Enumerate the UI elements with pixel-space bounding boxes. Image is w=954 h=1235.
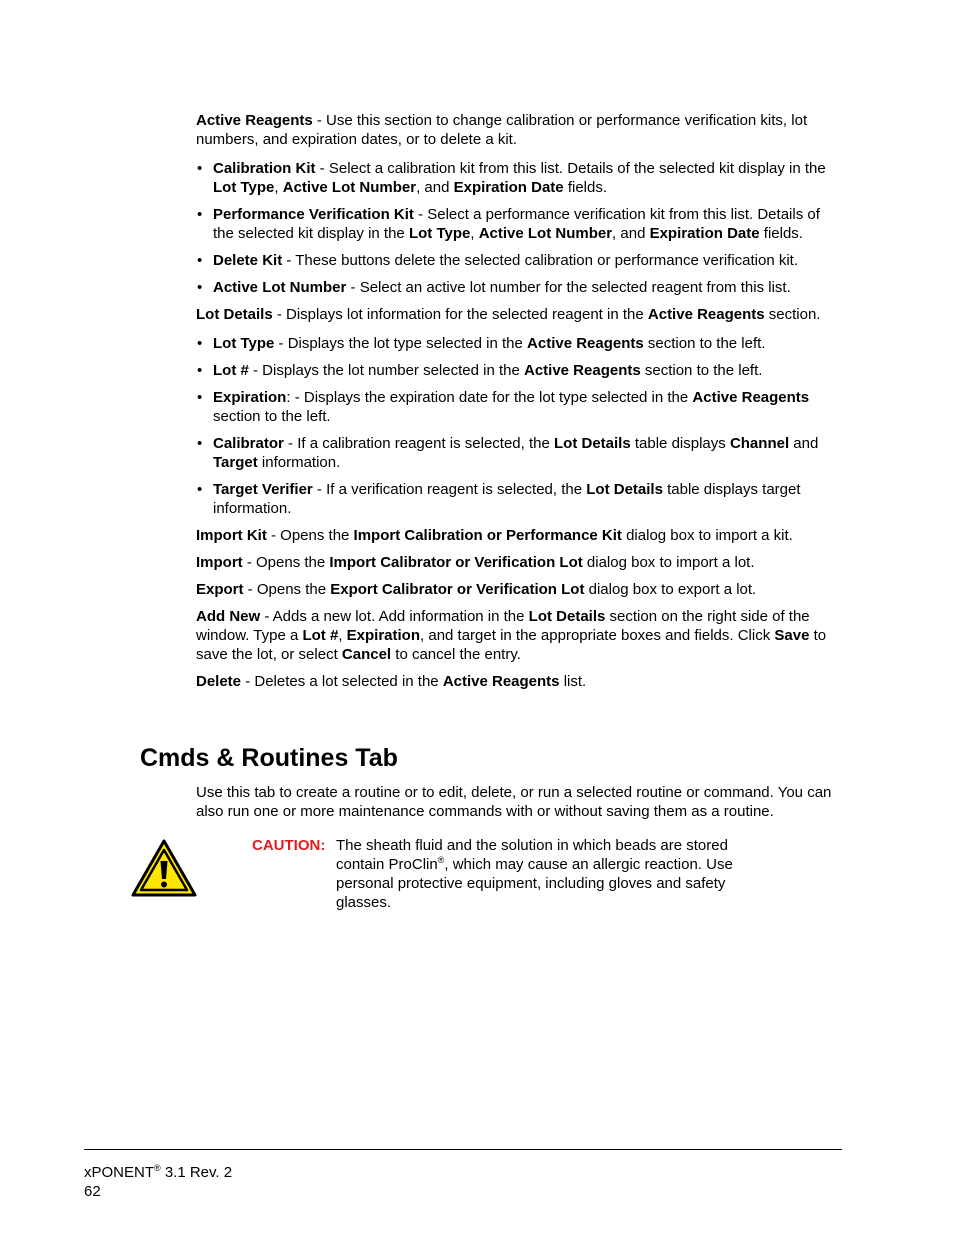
- bullet: •: [197, 279, 203, 296]
- list-item: • Lot Type - Displays the lot type selected in the Active Reagents section to the left.: [197, 335, 766, 352]
- list-item: • Expiration: - Displays the expiration date for the lot type selected in the Active Reagents section to the left.: [197, 389, 810, 425]
- bullet: •: [197, 160, 203, 177]
- add-new-paragraph: Add New - Adds a new lot. Add information in the Lot Details section on the right side of the window. Type a Lot #, Expiration, and target in the appropriate boxes and fields. Click Save to save the lot, or select Cancel to cancel the entry.: [196, 608, 827, 663]
- bullet: •: [197, 362, 203, 379]
- lot-details-list: [196, 334, 838, 518]
- list-item: • Delete Kit - These buttons delete the selected calibration or performance verification kit.: [197, 252, 799, 269]
- product-version: xPONENT® 3.1 Rev. 2: [84, 1163, 233, 1181]
- section-heading: Cmds & Routines Tab: [140, 744, 398, 772]
- import-paragraph: Import - Opens the Import Calibrator or Verification Lot dialog box to import a lot.: [196, 554, 755, 571]
- bullet: •: [197, 389, 203, 406]
- active-reagents-list: [196, 159, 838, 297]
- list-item: • Lot # - Displays the lot number selected in the Active Reagents section to the left.: [197, 362, 763, 379]
- bullet: •: [197, 206, 203, 223]
- document-body: [196, 111, 838, 699]
- lot-details-paragraph: Lot Details - Displays lot information for the selected reagent in the Active Reagents section.: [196, 306, 821, 323]
- page-footer: [84, 1163, 232, 1201]
- bullet: •: [197, 335, 203, 352]
- footer-divider: [84, 1149, 842, 1150]
- caution-label: CAUTION:: [252, 837, 326, 854]
- import-kit-paragraph: Import Kit - Opens the Import Calibration or Performance Kit dialog box to import a kit.: [196, 527, 793, 544]
- bullet: •: [197, 435, 203, 452]
- caution-text: The sheath fluid and the solution in which beads are stored contain ProClin®, which may cause an allergic reaction. Use personal protective equipment, including gloves and safety glasses.: [336, 837, 733, 911]
- export-paragraph: Export - Opens the Export Calibrator or Verification Lot dialog box to export a lot.: [196, 581, 757, 598]
- list-item: • Calibration Kit - Select a calibration kit from this list. Details of the selected kit display in the Lot Type, Active Lot Number, and Expiration Date fields.: [197, 160, 826, 196]
- list-item: • Target Verifier - If a verification reagent is selected, the Lot Details table displays target information.: [197, 481, 801, 517]
- list-item: • Active Lot Number - Select an active lot number for the selected reagent from this list.: [197, 279, 791, 296]
- delete-paragraph: Delete - Deletes a lot selected in the Active Reagents list.: [196, 673, 587, 690]
- warning-triangle-icon: [130, 838, 198, 898]
- list-item: • Performance Verification Kit - Select a performance verification kit from this list. Details of the selected kit display in the Lot Type, Active Lot Number, and Expiration Date fields.: [197, 206, 820, 242]
- bullet: •: [197, 252, 203, 269]
- intro-paragraph: Use this tab to create a routine or to edit, delete, or run a selected routine or command. You can also run one or more maintenance commands with or without saving them as a routine.: [196, 784, 832, 820]
- term: Active Reagents: [196, 112, 313, 129]
- page-number: 62: [84, 1183, 101, 1200]
- active-reagents-paragraph: Active Reagents - Use this section to change calibration or performance verification kits, lot numbers, and expiration dates, or to delete a kit.: [196, 112, 808, 148]
- bullet: •: [197, 481, 203, 498]
- list-item: • Calibrator - If a calibration reagent is selected, the Lot Details table displays Channel and Target information.: [197, 435, 819, 471]
